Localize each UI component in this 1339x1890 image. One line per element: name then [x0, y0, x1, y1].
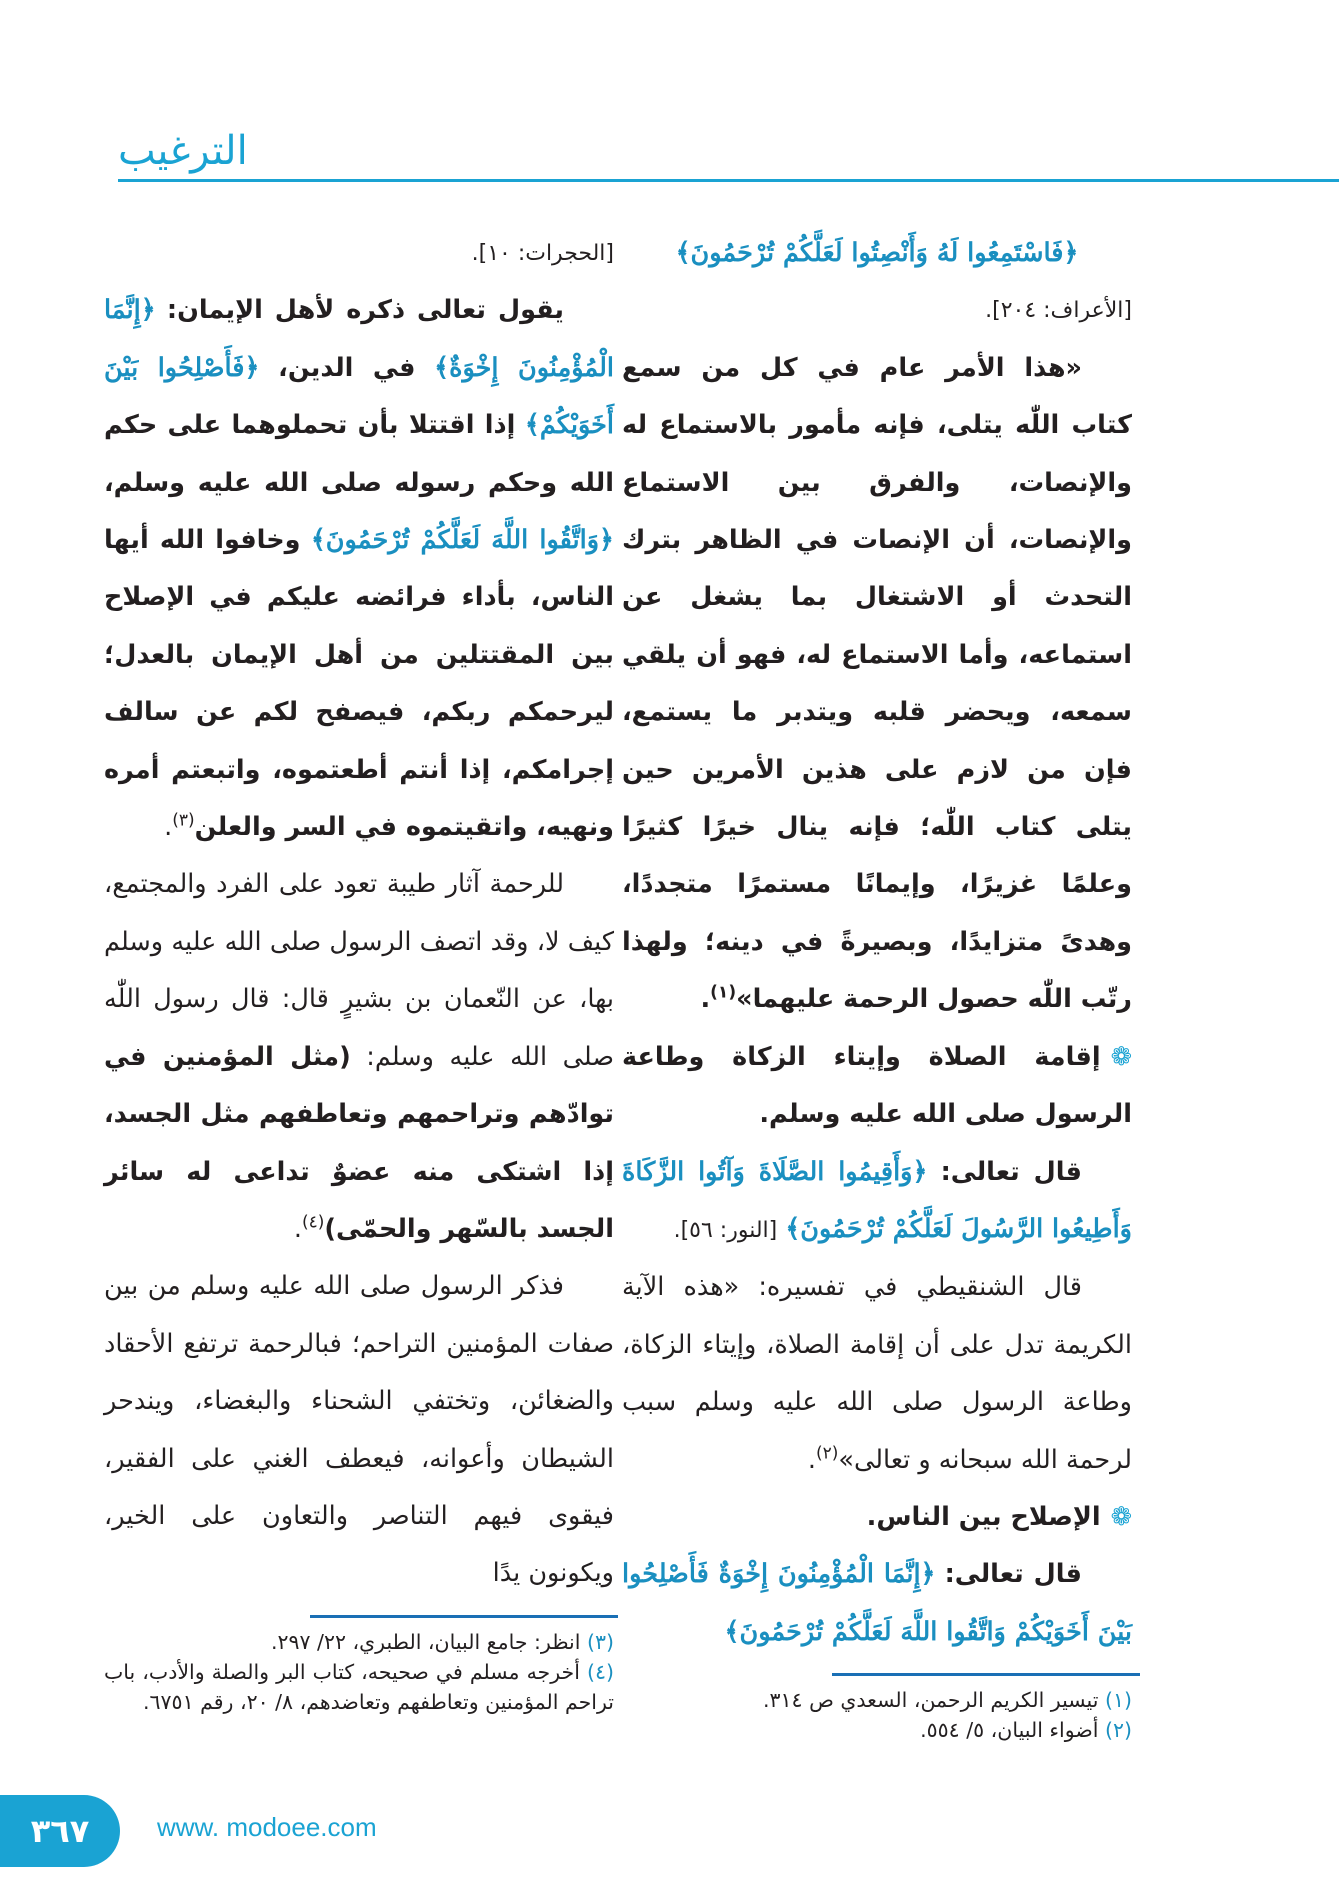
paragraph-text: إذا اقتتلا بأن تحملوهما على حكم الله وحكم رسوله صلى الله عليه وسلم، [104, 410, 614, 498]
footnotes-right [622, 1685, 1132, 1745]
footnote-number: (٢) [1104, 1718, 1132, 1742]
hadith-text: (مثل المؤمنين في توادّهم وتراحمهم وتعاطفهم مثل الجسد، إذا اشتكى منه عضوٌ تداعى له سائر الجسد بالسّهر والحمّى) [104, 1041, 614, 1244]
verse-lead: قال تعالى: [944, 1559, 1083, 1590]
section-heading [622, 1029, 1132, 1144]
heading-text: إقامة الصلاة وإيتاء الزكاة وطاعة الرسول صلى الله عليه وسلم. [622, 1041, 1132, 1130]
paragraph: فذكر الرسول صلى الله عليه وسلم من بين صفات المؤمنين التراحم؛ فبالرحمة ترتفع الأحقاد والضغائن، وتختفي الشحناء والبغضاء، ويندحر الشيطان وأعوانه، فيعطف الغني على الفقير، فيقوى فيهم التناصر والتعاون على الخير، ويكونون يدًا [104, 1271, 614, 1589]
verse-reference: [النور: ٥٦]. [673, 1217, 778, 1243]
verse-lead: قال تعالى: [940, 1156, 1082, 1187]
paragraph: للرحمة آثار طيبة تعود على الفرد والمجتمع، كيف لا، وقد اتصف الرسول صلى الله عليه وسلم بها، عن النّعمان بن بشيرٍ قال: قال رسول اللّٰه صلى الله عليه وسلم: (مثل المؤمنين في توادّهم وتراحمهم وتعاطفهم مثل الجسد، إذا اشتكى منه عضوٌ تداعى له سائر الجسد بالسّهر والحمّى)$^{(٤)}$. [104, 869, 614, 1244]
paragraph: قال الشنقيطي في تفسيره: «هذه الآية الكريمة تدل على أن إقامة الصلاة، وإيتاء الزكاة، وطاعة الرسول صلى الله عليه وسلم سبب لرحمة الله سبحانه و تعالى»$^{(٢)}$. [622, 1272, 1132, 1475]
footnote-text: أخرجه مسلم في صحيحه، كتاب البر والصلة والأدب، باب تراحم المؤمنين وتعاطفهم وتعاضدهم، ٨/ ٢٠، رقم ٦٧٥١. [104, 1660, 614, 1714]
page-number-badge: ٣٦٧ [0, 1795, 120, 1867]
left-column [104, 225, 614, 1603]
footnote-ref[interactable]: (١) [710, 982, 737, 1003]
footnote-item [104, 1657, 614, 1717]
quran-verse: ﴿فَاسْتَمِعُوا لَهُ وَأَنْصِتُوا لَعَلَّكُمْ تُرْحَمُونَ﴾ [675, 238, 1079, 268]
flower-bullet-icon: ❁ [1110, 1501, 1132, 1532]
footnote-number: (١) [1104, 1688, 1132, 1712]
footnote-ref[interactable]: (٣) [172, 810, 195, 831]
quran-verse: ﴿إِنَّمَا الْمُؤْمِنُونَ إِخْوَةٌ فَأَصْلِحُوا بَيْنَ أَخَوَيْكُمْ وَاتَّقُوا اللَّهَ لَعَلَّكُمْ تُرْحَمُونَ﴾ [622, 1559, 1132, 1647]
paragraph-text: للرحمة آثار طيبة تعود على الفرد والمجتمع، كيف لا، وقد اتصف الرسول صلى الله عليه وسلم بها، عن النّعمان بن بشيرٍ قال: قال رسول اللّٰه صلى الله عليه وسلم: [104, 869, 614, 1072]
section-heading [622, 1489, 1132, 1546]
header-divider [118, 179, 1339, 182]
page-header-title: الترغيب [118, 128, 248, 174]
footnote-ref[interactable]: (٢) [816, 1443, 839, 1464]
footnote-divider [832, 1673, 1140, 1676]
footnote-divider [310, 1615, 618, 1618]
footnote-item [104, 1627, 614, 1657]
footnote-number: (٤) [586, 1660, 614, 1684]
footnote-text: أضواء البيان، ٥/ ٥٥٤. [920, 1718, 1099, 1742]
verse-paragraph [622, 1144, 1132, 1260]
quran-verse: ﴿وَأَقِيمُوا الصَّلَاةَ وَآتُوا الزَّكَاةَ وَأَطِيعُوا الرَّسُولَ لَعَلَّكُمْ تُرْحَمُونَ﴾ [622, 1156, 1132, 1244]
footnote-item [622, 1685, 1132, 1715]
quran-verse: ﴿وَاتَّقُوا اللَّهَ لَعَلَّكُمْ تُرْحَمُونَ﴾ [310, 525, 614, 556]
footnotes-left [104, 1627, 614, 1717]
verse-paragraph [622, 1546, 1132, 1661]
heading-text: الإصلاح بين الناس. [866, 1501, 1101, 1532]
paragraph-text: قال الشنقيطي في تفسيره: «هذه الآية الكريمة تدل على أن إقامة الصلاة، وإيتاء الزكاة، وطاعة الرسول صلى الله عليه وسلم سبب لرحمة الله سبحانه و تعالى» [622, 1272, 1132, 1475]
footnote-text: تيسير الكريم الرحمن، السعدي ص ٣١٤. [762, 1688, 1099, 1712]
site-url-link[interactable]: www. modoee.com [157, 1812, 377, 1842]
right-column [622, 225, 1132, 1661]
footnote-item [622, 1715, 1132, 1745]
quote-text: «هذا الأمر عام في كل من سمع كتاب اللّٰه يتلى، فإنه مأمور بالاستماع له والإنصات، والفرق بين الاستماع والإنصات، أن الإنصات في الظاهر بترك التحدث أو الاشتغال بما يشغل عن استماعه، وأما الاستماع له، فهو أن يلقي سمعه، ويحضر قلبه ويتدبر ما يستمع، فإن من لازم على هذين الأمرين حين يتلى كتاب اللّٰه؛ فإنه ينال خيرًا كثيرًا وعلمًا غزيرًا، وإيمانًا مستمرًا متجددًا، وهدىً متزايدًا، وبصيرةً في دينه؛ ولهذا رتّب اللّٰه حصول الرحمة عليهما» [622, 352, 1132, 1015]
tafsir-paragraph: يقول تعالى ذكره لأهل الإيمان: ﴿إِنَّمَا الْمُؤْمِنُونَ إِخْوَةٌ﴾ في الدين، ﴿فَأَصْلِحُوا بَيْنَ أَخَوَيْكُمْ﴾ إذا اقتتلا بأن تحملوهما على حكم الله وحكم رسوله صلى الله عليه وسلم، ﴿وَاتَّقُوا اللَّهَ لَعَلَّكُمْ تُرْحَمُونَ﴾ وخافوا الله أيها الناس، بأداء فرائضه عليكم في الإصلاح بين المقتتلين من أهل الإيمان بالعدل؛ ليرحمكم ربكم، فيصفح لكم عن سالف إجرامكم، إذا أنتم أطعتموه، واتبعتم أمره ونهيه، واتقيتموه في السر والعلن$^{(٣)}$. [104, 295, 615, 843]
quran-verse: ﴿فَأَصْلِحُوا بَيْنَ أَخَوَيْكُمْ﴾ [104, 352, 614, 441]
footnote-ref[interactable]: (٤) [301, 1212, 325, 1233]
verse-reference: [الحجرات: ١٠]. [471, 241, 614, 266]
paragraph-text: يقول تعالى ذكره لأهل الإيمان: [166, 295, 565, 326]
paragraph-text: في الدين، [278, 352, 416, 383]
quote-paragraph: «هذا الأمر عام في كل من سمع كتاب اللّٰه يتلى، فإنه مأمور بالاستماع له والإنصات، والفرق بين الاستماع والإنصات، أن الإنصات في الظاهر بترك التحدث أو الاشتغال بما يشغل عن استماعه، وأما الاستماع له، فهو أن يلقي سمعه، ويحضر قلبه ويتدبر ما يستمع، فإن من لازم على هذين الأمرين حين يتلى كتاب اللّٰه؛ فإنه ينال خيرًا كثيرًا وعلمًا غزيرًا، وإيمانًا مستمرًا متجددًا، وهدىً متزايدًا، وبصيرةً في دينه؛ ولهذا رتّب اللّٰه حصول الرحمة عليهما»$^{(١)}$. [622, 352, 1132, 1015]
verse-reference: [الأعراف: ٢٠٤]. [985, 298, 1132, 324]
flower-bullet-icon: ❁ [1110, 1041, 1132, 1072]
footnote-text: انظر: جامع البيان، الطبري، ٢٢/ ٢٩٧. [270, 1630, 581, 1654]
footnote-number: (٣) [586, 1630, 614, 1654]
paragraph-text: وخافوا الله أيها الناس، بأداء فرائضه عليكم في الإصلاح بين المقتتلين من أهل الإيمان بالعدل؛ ليرحمكم ربكم، فيصفح لكم عن سالف إجرامكم، إذا أنتم أطعتموه، واتبعتم أمره ونهيه، واتقيتموه في السر والعلن [104, 525, 614, 843]
quran-verse: ﴿إِنَّمَا الْمُؤْمِنُونَ إِخْوَةٌ﴾ [104, 295, 615, 383]
